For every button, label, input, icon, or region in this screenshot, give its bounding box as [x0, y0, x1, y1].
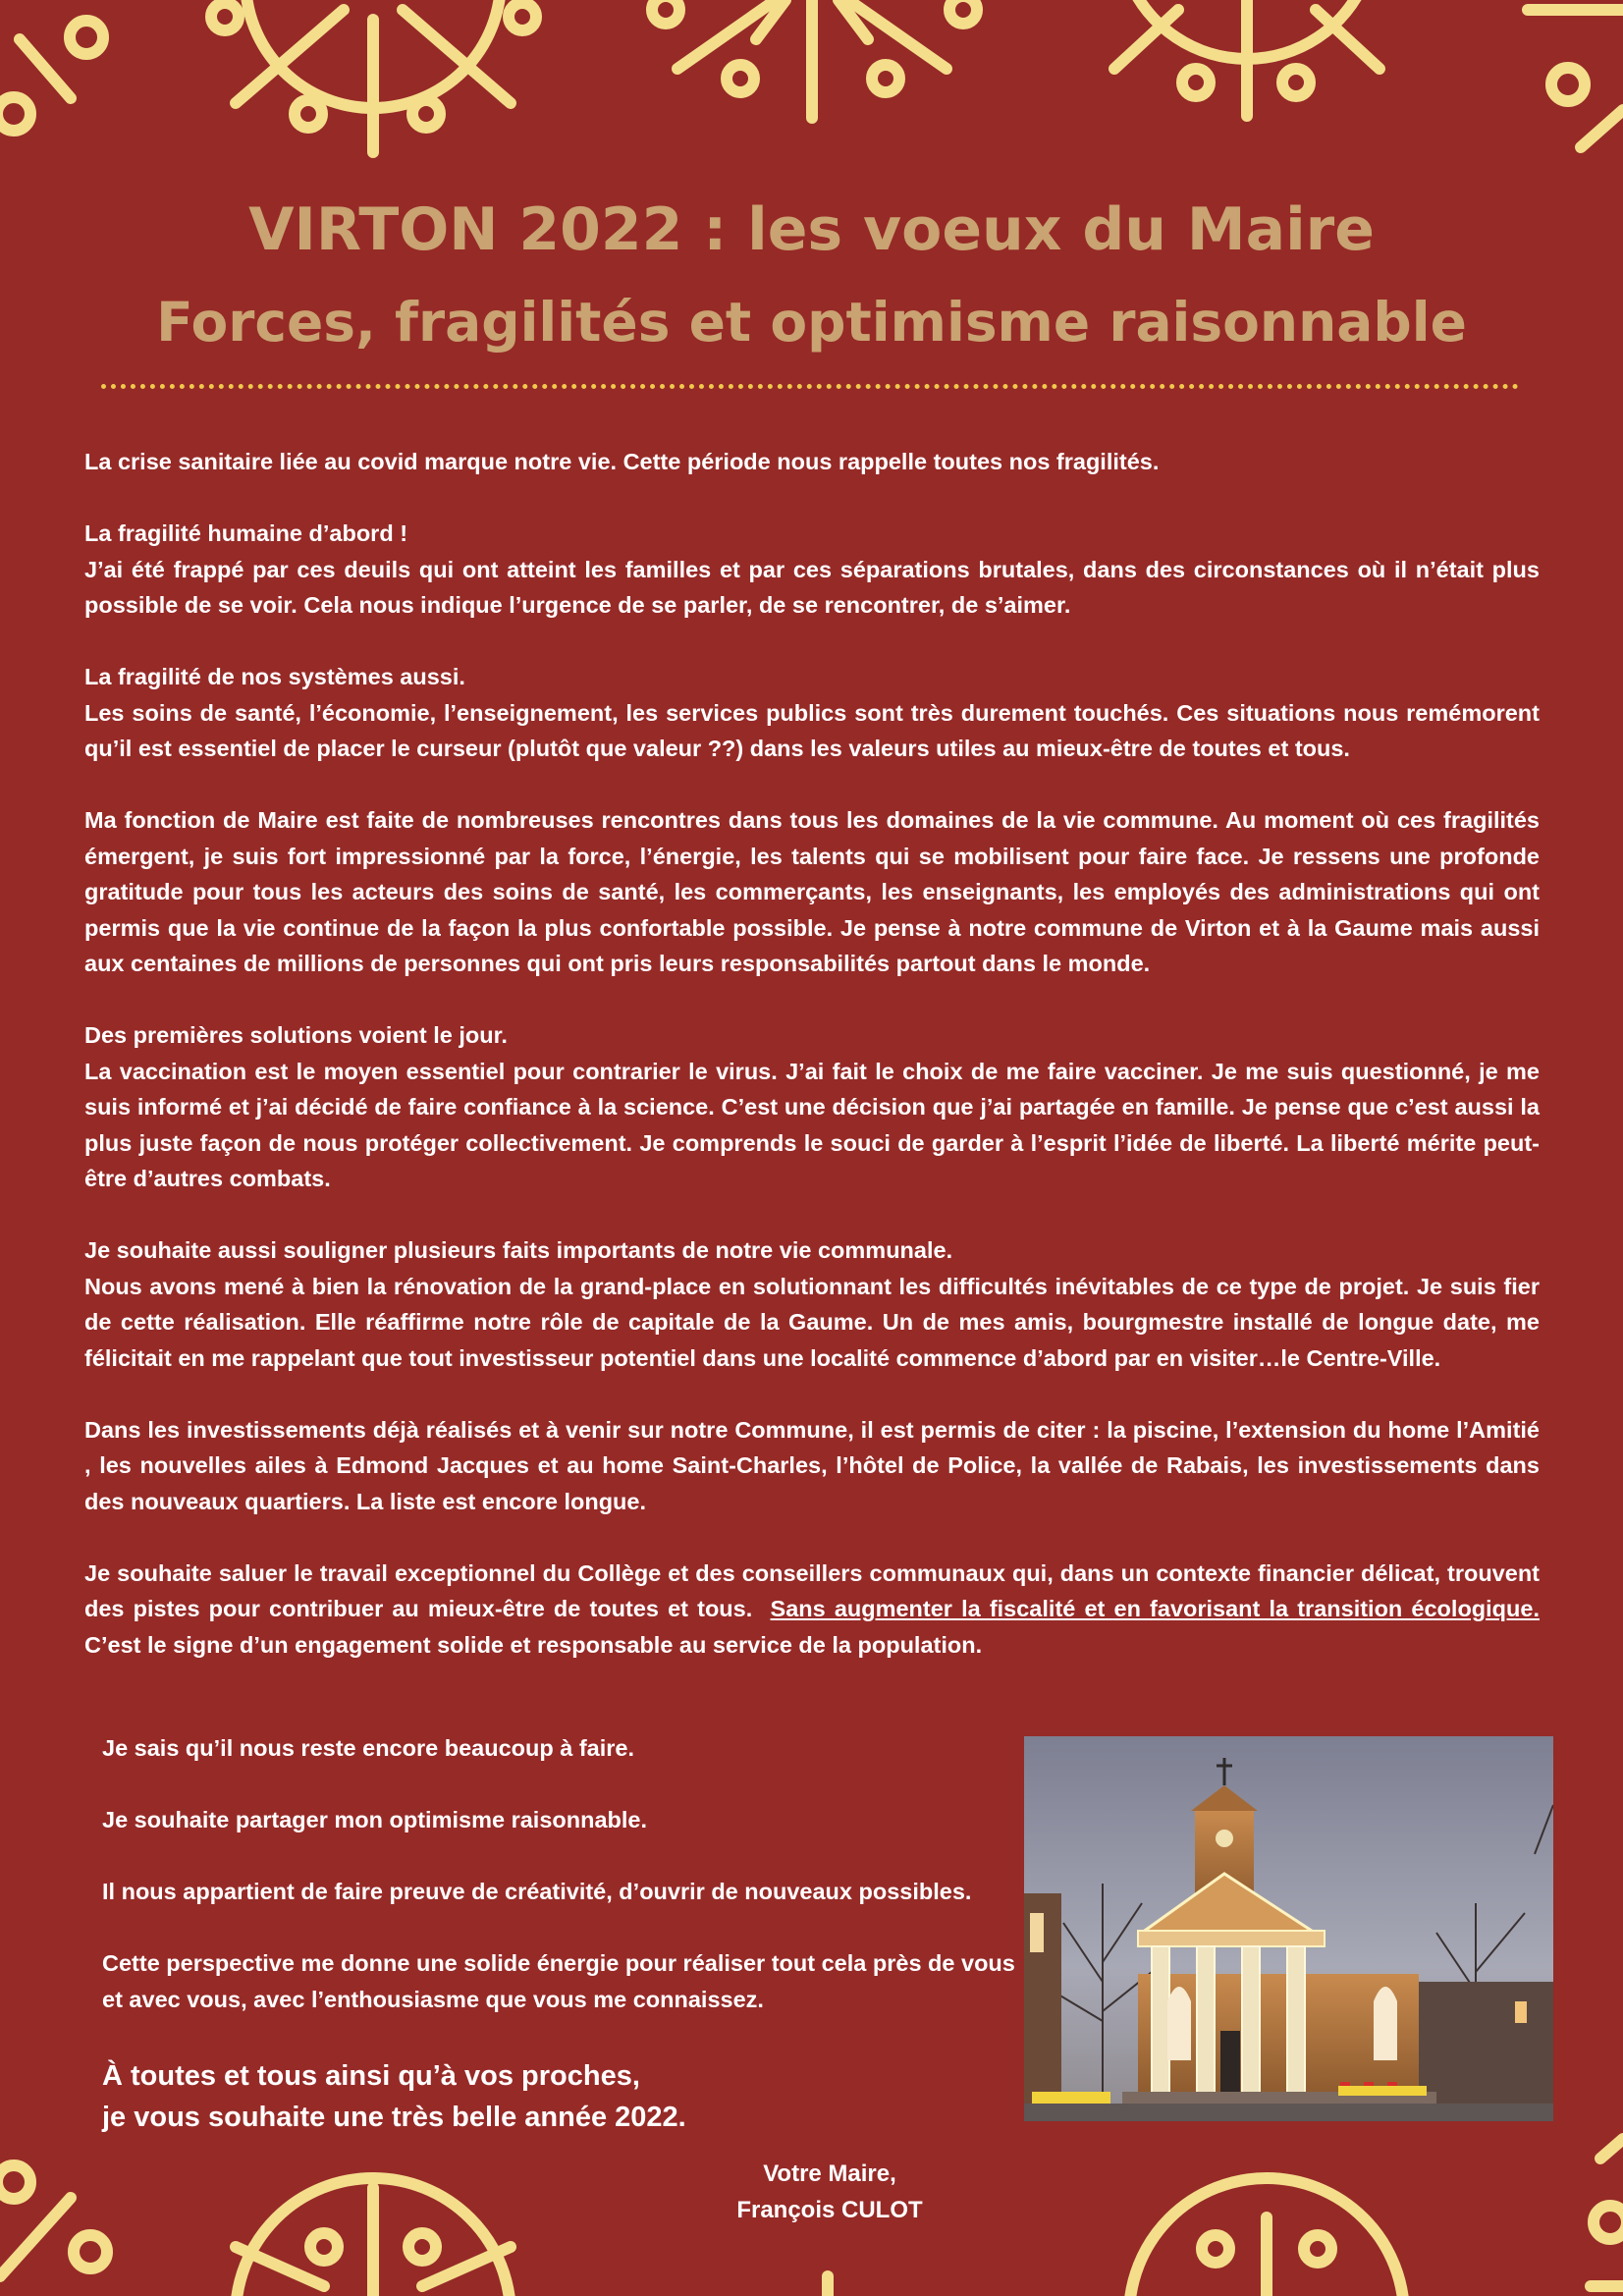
section-human-fragility [84, 516, 1540, 624]
page-subtitle: Forces, fragilités et optimisme raisonnable [156, 291, 1467, 354]
signature [0, 2156, 1623, 2228]
investments-paragraph: Dans les investissements déjà réalisés et à venir sur notre Commune, il est permis de citer : la piscine, l’extension du home l’Amitié , les nouvelles ailes à Edmond Jacques et au home Saint-Charles, l’hôtel de Police, la vallée de Rabais, les investissements dans des nouveaux quartiers. La liste est encore longue. [84, 1416, 1540, 1514]
intro-paragraph: La crise sanitaire liée au covid marque notre vie. Cette période nous rappelle toutes nos fragilités. [84, 449, 1160, 474]
wish-line: je vous souhaite une très belle année 2022. [102, 2102, 686, 2133]
church-photo [1024, 1736, 1553, 2121]
closing-line: Il nous appartient de faire preuve de créativité, d’ouvrir de nouveaux possibles. [102, 1879, 972, 1904]
mayor-role-paragraph: Ma fonction de Maire est faite de nombreuses rencontres dans tous les domaines de la vie commune. Au moment où ces fragilités émergent, je suis fort impressionné par la force, l’énergie, les talents qui se mobilisent pour faire face. Je ressens une profonde gratitude pour tous les acteurs des soins de santé, les commerçants, les enseignants, les employés des administrations qui ont permis que la vie continue de la façon la plus confortable possible. Je pense à notre commune de Virton et à la Gaume mais aussi aux centaines de millions de personnes qui ont pris leurs responsabilités partout dans le monde. [84, 807, 1540, 976]
section-heading: Je souhaite aussi souligner plusieurs faits importants de notre vie communale. [84, 1237, 953, 1263]
section-solutions [84, 1017, 1540, 1197]
section-heading: Des premières solutions voient le jour. [84, 1022, 508, 1048]
section-text: La vaccination est le moyen essentiel pour contrarier le virus. J’ai fait le choix de me faire vacciner. Je me suis questionné, je me suis informé et j’ai décidé de faire confiance à la science. C’est une décision que j’ai partagée en famille. Je pense que c’est aussi la plus juste façon de nous protéger collectivement. Je comprends le souci de garder à l’esprit l’idée de liberté. La liberté mérite peut-être d’autres combats. [84, 1058, 1540, 1191]
section-communal-facts [84, 1232, 1540, 1376]
signature-name: François CULOT [736, 2197, 923, 2223]
college-paragraph [84, 1556, 1546, 1664]
college-text: Je souhaite saluer le travail exceptionnel du Collège et des conseillers communaux qui, dans un contexte financier délicat, trouvent des pistes pour contribuer au mieux-être de toutes et tous. [84, 1559, 1546, 1621]
closing-line: Je sais qu’il nous reste encore beaucoup à faire. [102, 1735, 635, 1761]
top-sunburst-ornament-icon [0, 0, 1623, 167]
section-heading: La fragilité humaine d’abord ! [84, 520, 408, 546]
dotted-divider [101, 384, 1519, 389]
letter-body [84, 444, 1546, 1699]
section-text: Les soins de santé, l’économie, l’enseignement, les services publics sont très durement touchés. Ces situations nous remémorent qu’il est essentiel de placer le curseur (plutôt que valeur ??) dans les valeurs utiles au mieux-être de toutes et tous. [84, 699, 1540, 761]
section-text: J’ai été frappé par ces deuils qui ont atteint les familles et par ces séparations brutales, dans des circonstances où il n’était plus possible de se voir. Cela nous indique l’urgence de se parler, de se rencontrer, de s’aimer. [84, 556, 1540, 618]
section-system-fragility [84, 659, 1540, 767]
new-year-wishes [102, 2055, 888, 2138]
closing-lines [102, 1730, 1015, 2053]
section-heading: La fragilité de nos systèmes aussi. [84, 664, 465, 689]
signature-role: Votre Maire, [763, 2160, 896, 2187]
underlined-statement: Sans augmenter la fiscalité et en favorisant la transition écologique. [770, 1596, 1540, 1621]
wish-line: À toutes et tous ainsi qu’à vos proches, [102, 2060, 640, 2092]
closing-line: Je souhaite partager mon optimisme raisonnable. [102, 1807, 648, 1832]
page-title: VIRTON 2022 : les voeux du Maire [248, 195, 1375, 264]
section-text: Nous avons mené à bien la rénovation de la grand-place en solutionnant les difficultés inévitables de ce type de projet. Je suis fier de cette réalisation. Elle réaffirme notre rôle de capitale de la Gaume. Un de mes amis, bourgmestre installé de longue date, me félicitait en me rappelant que tout investisseur potentiel dans une localité commence d’abord par en visiter…le Centre-Ville. [84, 1273, 1540, 1371]
college-text-end: C’est le signe d’un engagement solide et responsable au service de la population. [84, 1631, 983, 1658]
closing-line: Cette perspective me donne une solide énergie pour réaliser tout cela près de vous et avec vous, avec l’enthousiasme que vous me connaissez. [102, 1950, 1015, 2012]
